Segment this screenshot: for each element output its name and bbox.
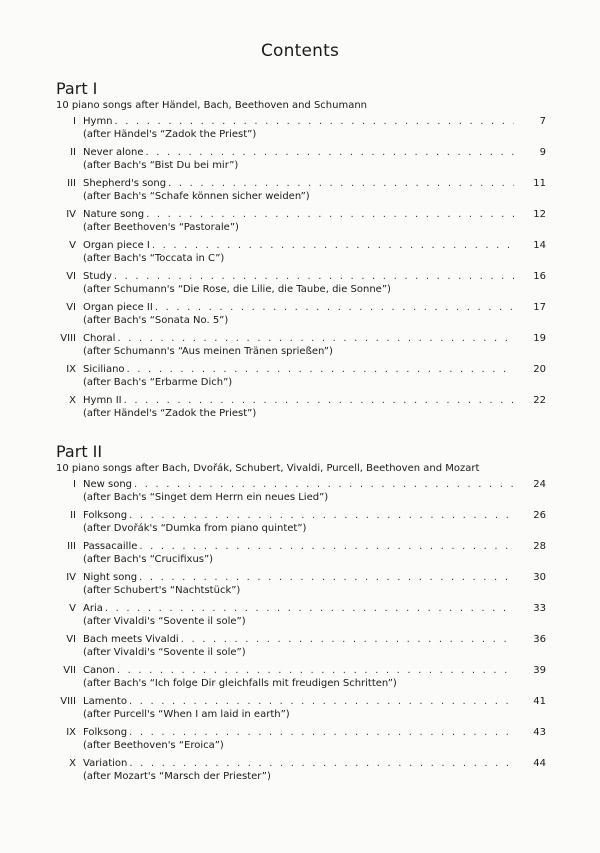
dot-leader bbox=[124, 395, 514, 406]
entry-source: (after Bach's “Sonata No. 5”) bbox=[83, 315, 229, 326]
entry-line bbox=[83, 479, 546, 490]
entry-number: VIII bbox=[60, 696, 76, 707]
entry-line bbox=[83, 665, 546, 676]
entry-title: Lamento bbox=[83, 696, 127, 707]
entry-number: X bbox=[69, 758, 76, 769]
entry-title: Aria bbox=[83, 603, 103, 614]
toc-entry bbox=[56, 510, 546, 541]
entry-page-number: 43 bbox=[533, 727, 546, 738]
entry-list bbox=[56, 116, 546, 426]
toc-entry bbox=[56, 178, 546, 209]
entry-title: Folksong bbox=[83, 727, 128, 738]
entry-source: (after Bach's “Toccata in C”) bbox=[83, 253, 225, 264]
entry-title: Night song bbox=[83, 572, 138, 583]
entry-line bbox=[83, 696, 546, 707]
entry-number: IV bbox=[66, 572, 76, 583]
entry-line bbox=[83, 727, 546, 738]
dot-leader bbox=[134, 479, 514, 490]
entry-number: IX bbox=[66, 364, 76, 375]
entry-line bbox=[83, 572, 546, 583]
entry-title: Shepherd's song bbox=[83, 178, 167, 189]
part-subtitle: 10 piano songs after Händel, Bach, Beethoven and Schumann bbox=[56, 100, 368, 111]
toc-entry bbox=[56, 758, 546, 789]
entry-line bbox=[83, 116, 546, 127]
entry-title: Canon bbox=[83, 665, 115, 676]
entry-title: Study bbox=[83, 271, 112, 282]
entry-source: (after Schubert's “Nachtstück”) bbox=[83, 585, 241, 596]
entry-title: Bach meets Vivaldi bbox=[83, 634, 179, 645]
entry-source: (after Purcell's “When I am laid in earth”) bbox=[83, 709, 290, 720]
entry-page-number: 12 bbox=[533, 209, 546, 220]
entry-title: Siciliano bbox=[83, 364, 125, 375]
entry-source: (after Bach's “Erbarme Dich”) bbox=[83, 377, 233, 388]
dot-leader bbox=[105, 603, 514, 614]
entry-page-number: 14 bbox=[533, 240, 546, 251]
entry-title: Folksong bbox=[83, 510, 128, 521]
dot-leader bbox=[129, 696, 514, 707]
entry-line bbox=[83, 395, 546, 406]
toc-entry bbox=[56, 696, 546, 727]
toc-entry bbox=[56, 603, 546, 634]
entry-line bbox=[83, 240, 546, 251]
entry-page-number: 26 bbox=[533, 510, 546, 521]
dot-leader bbox=[146, 147, 514, 158]
entry-line bbox=[83, 603, 546, 614]
entry-line bbox=[83, 634, 546, 645]
toc-entry bbox=[56, 116, 546, 147]
entry-title: Hymn bbox=[83, 116, 113, 127]
entry-number: II bbox=[70, 510, 76, 521]
entry-page-number: 9 bbox=[539, 147, 546, 158]
dot-leader bbox=[152, 240, 514, 251]
entry-list bbox=[56, 479, 546, 789]
entry-source: (after Bach's “Singet dem Herrn ein neues Lied”) bbox=[83, 492, 329, 503]
entry-page-number: 11 bbox=[533, 178, 546, 189]
entry-title: Passacaille bbox=[83, 541, 138, 552]
dot-leader bbox=[129, 758, 514, 769]
page-title: Contents bbox=[260, 41, 340, 61]
toc-entry bbox=[56, 271, 546, 302]
entry-line bbox=[83, 209, 546, 220]
entry-source: (after Bach's “Ich folge Dir gleichfalls mit freudigen Schritten”) bbox=[83, 678, 397, 689]
entry-page-number: 7 bbox=[539, 116, 546, 127]
toc-entry bbox=[56, 395, 546, 426]
part-heading: Part I bbox=[56, 79, 98, 98]
entry-source: (after Mozart's “Marsch der Priester”) bbox=[83, 771, 271, 782]
entry-line bbox=[83, 510, 546, 521]
entry-number: IV bbox=[66, 209, 76, 220]
entry-page-number: 16 bbox=[533, 271, 546, 282]
entry-number: X bbox=[69, 395, 76, 406]
entry-line bbox=[83, 758, 546, 769]
entry-line bbox=[83, 178, 546, 189]
dot-leader bbox=[168, 178, 514, 189]
entry-number: I bbox=[73, 116, 76, 127]
part-section bbox=[56, 79, 546, 426]
entry-number: V bbox=[69, 603, 76, 614]
entry-title: New song bbox=[83, 479, 133, 490]
dot-leader bbox=[129, 727, 514, 738]
toc-entry bbox=[56, 209, 546, 240]
part-subtitle: 10 piano songs after Bach, Dvořák, Schubert, Vivaldi, Purcell, Beethoven and Mozart bbox=[56, 463, 480, 474]
dot-leader bbox=[139, 572, 514, 583]
entry-title: Choral bbox=[83, 333, 116, 344]
toc-entry bbox=[56, 479, 546, 510]
part-heading: Part II bbox=[56, 442, 103, 461]
entry-page-number: 22 bbox=[533, 395, 546, 406]
entry-page-number: 39 bbox=[533, 665, 546, 676]
entry-title: Organ piece II bbox=[83, 302, 153, 313]
toc-entry bbox=[56, 302, 546, 333]
entry-line bbox=[83, 302, 546, 313]
entry-number: VII bbox=[63, 665, 76, 676]
dot-leader bbox=[181, 634, 514, 645]
entry-source: (after Beethoven's “Eroica”) bbox=[83, 740, 224, 751]
entry-page-number: 17 bbox=[533, 302, 546, 313]
entry-page-number: 20 bbox=[533, 364, 546, 375]
entry-number: III bbox=[67, 178, 76, 189]
entry-page-number: 36 bbox=[533, 634, 546, 645]
entry-page-number: 30 bbox=[533, 572, 546, 583]
entry-source: (after Dvořák's “Dumka from piano quintet”) bbox=[83, 523, 307, 534]
dot-leader bbox=[117, 665, 514, 676]
entry-source: (after Bach's “Schafe können sicher weiden”) bbox=[83, 191, 310, 202]
toc-entry bbox=[56, 541, 546, 572]
entry-source: (after Bach's “Crucifixus”) bbox=[83, 554, 214, 565]
entry-source: (after Vivaldi's “Sovente il sole”) bbox=[83, 616, 246, 627]
entry-title: Variation bbox=[83, 758, 128, 769]
dot-leader bbox=[155, 302, 514, 313]
entry-source: (after Händel's “Zadok the Priest”) bbox=[83, 408, 257, 419]
dot-leader bbox=[117, 333, 514, 344]
entry-page-number: 24 bbox=[533, 479, 546, 490]
dot-leader bbox=[146, 209, 514, 220]
toc-entry bbox=[56, 333, 546, 364]
entry-number: IX bbox=[66, 727, 76, 738]
entry-number: III bbox=[67, 541, 76, 552]
entry-source: (after Schumann's “Aus meinen Tränen sprießen”) bbox=[83, 346, 333, 357]
entry-number: VIII bbox=[60, 333, 76, 344]
entry-number: VI bbox=[66, 302, 76, 313]
dot-leader bbox=[115, 116, 514, 127]
entry-source: (after Bach's “Bist Du bei mir”) bbox=[83, 160, 239, 171]
entry-page-number: 28 bbox=[533, 541, 546, 552]
entry-number: I bbox=[73, 479, 76, 490]
dot-leader bbox=[114, 271, 514, 282]
toc-entry bbox=[56, 727, 546, 758]
entry-line bbox=[83, 364, 546, 375]
toc-entry bbox=[56, 572, 546, 603]
entry-source: (after Schumann's “Die Rose, die Lilie, die Taube, die Sonne”) bbox=[83, 284, 391, 295]
entry-source: (after Händel's “Zadok the Priest”) bbox=[83, 129, 257, 140]
dot-leader bbox=[129, 510, 514, 521]
entry-source: (after Vivaldi's “Sovente il sole”) bbox=[83, 647, 246, 658]
toc-entry bbox=[56, 147, 546, 178]
entry-title: Nature song bbox=[83, 209, 145, 220]
entry-page-number: 44 bbox=[533, 758, 546, 769]
entry-title: Hymn II bbox=[83, 395, 122, 406]
entry-number: II bbox=[70, 147, 76, 158]
toc-entry bbox=[56, 364, 546, 395]
toc-entry bbox=[56, 634, 546, 665]
part-section bbox=[56, 442, 546, 789]
entry-line bbox=[83, 541, 546, 552]
toc-entry bbox=[56, 240, 546, 271]
entry-line bbox=[83, 333, 546, 344]
dot-leader bbox=[127, 364, 514, 375]
entry-title: Never alone bbox=[83, 147, 144, 158]
entry-source: (after Beethoven's “Pastorale”) bbox=[83, 222, 239, 233]
entry-page-number: 41 bbox=[533, 696, 546, 707]
toc-entry bbox=[56, 665, 546, 696]
entry-title: Organ piece I bbox=[83, 240, 150, 251]
entry-page-number: 19 bbox=[533, 333, 546, 344]
entry-number: VI bbox=[66, 271, 76, 282]
entry-page-number: 33 bbox=[533, 603, 546, 614]
dot-leader bbox=[139, 541, 514, 552]
entry-line bbox=[83, 147, 546, 158]
entry-line bbox=[83, 271, 546, 282]
entry-number: VI bbox=[66, 634, 76, 645]
entry-number: V bbox=[69, 240, 76, 251]
